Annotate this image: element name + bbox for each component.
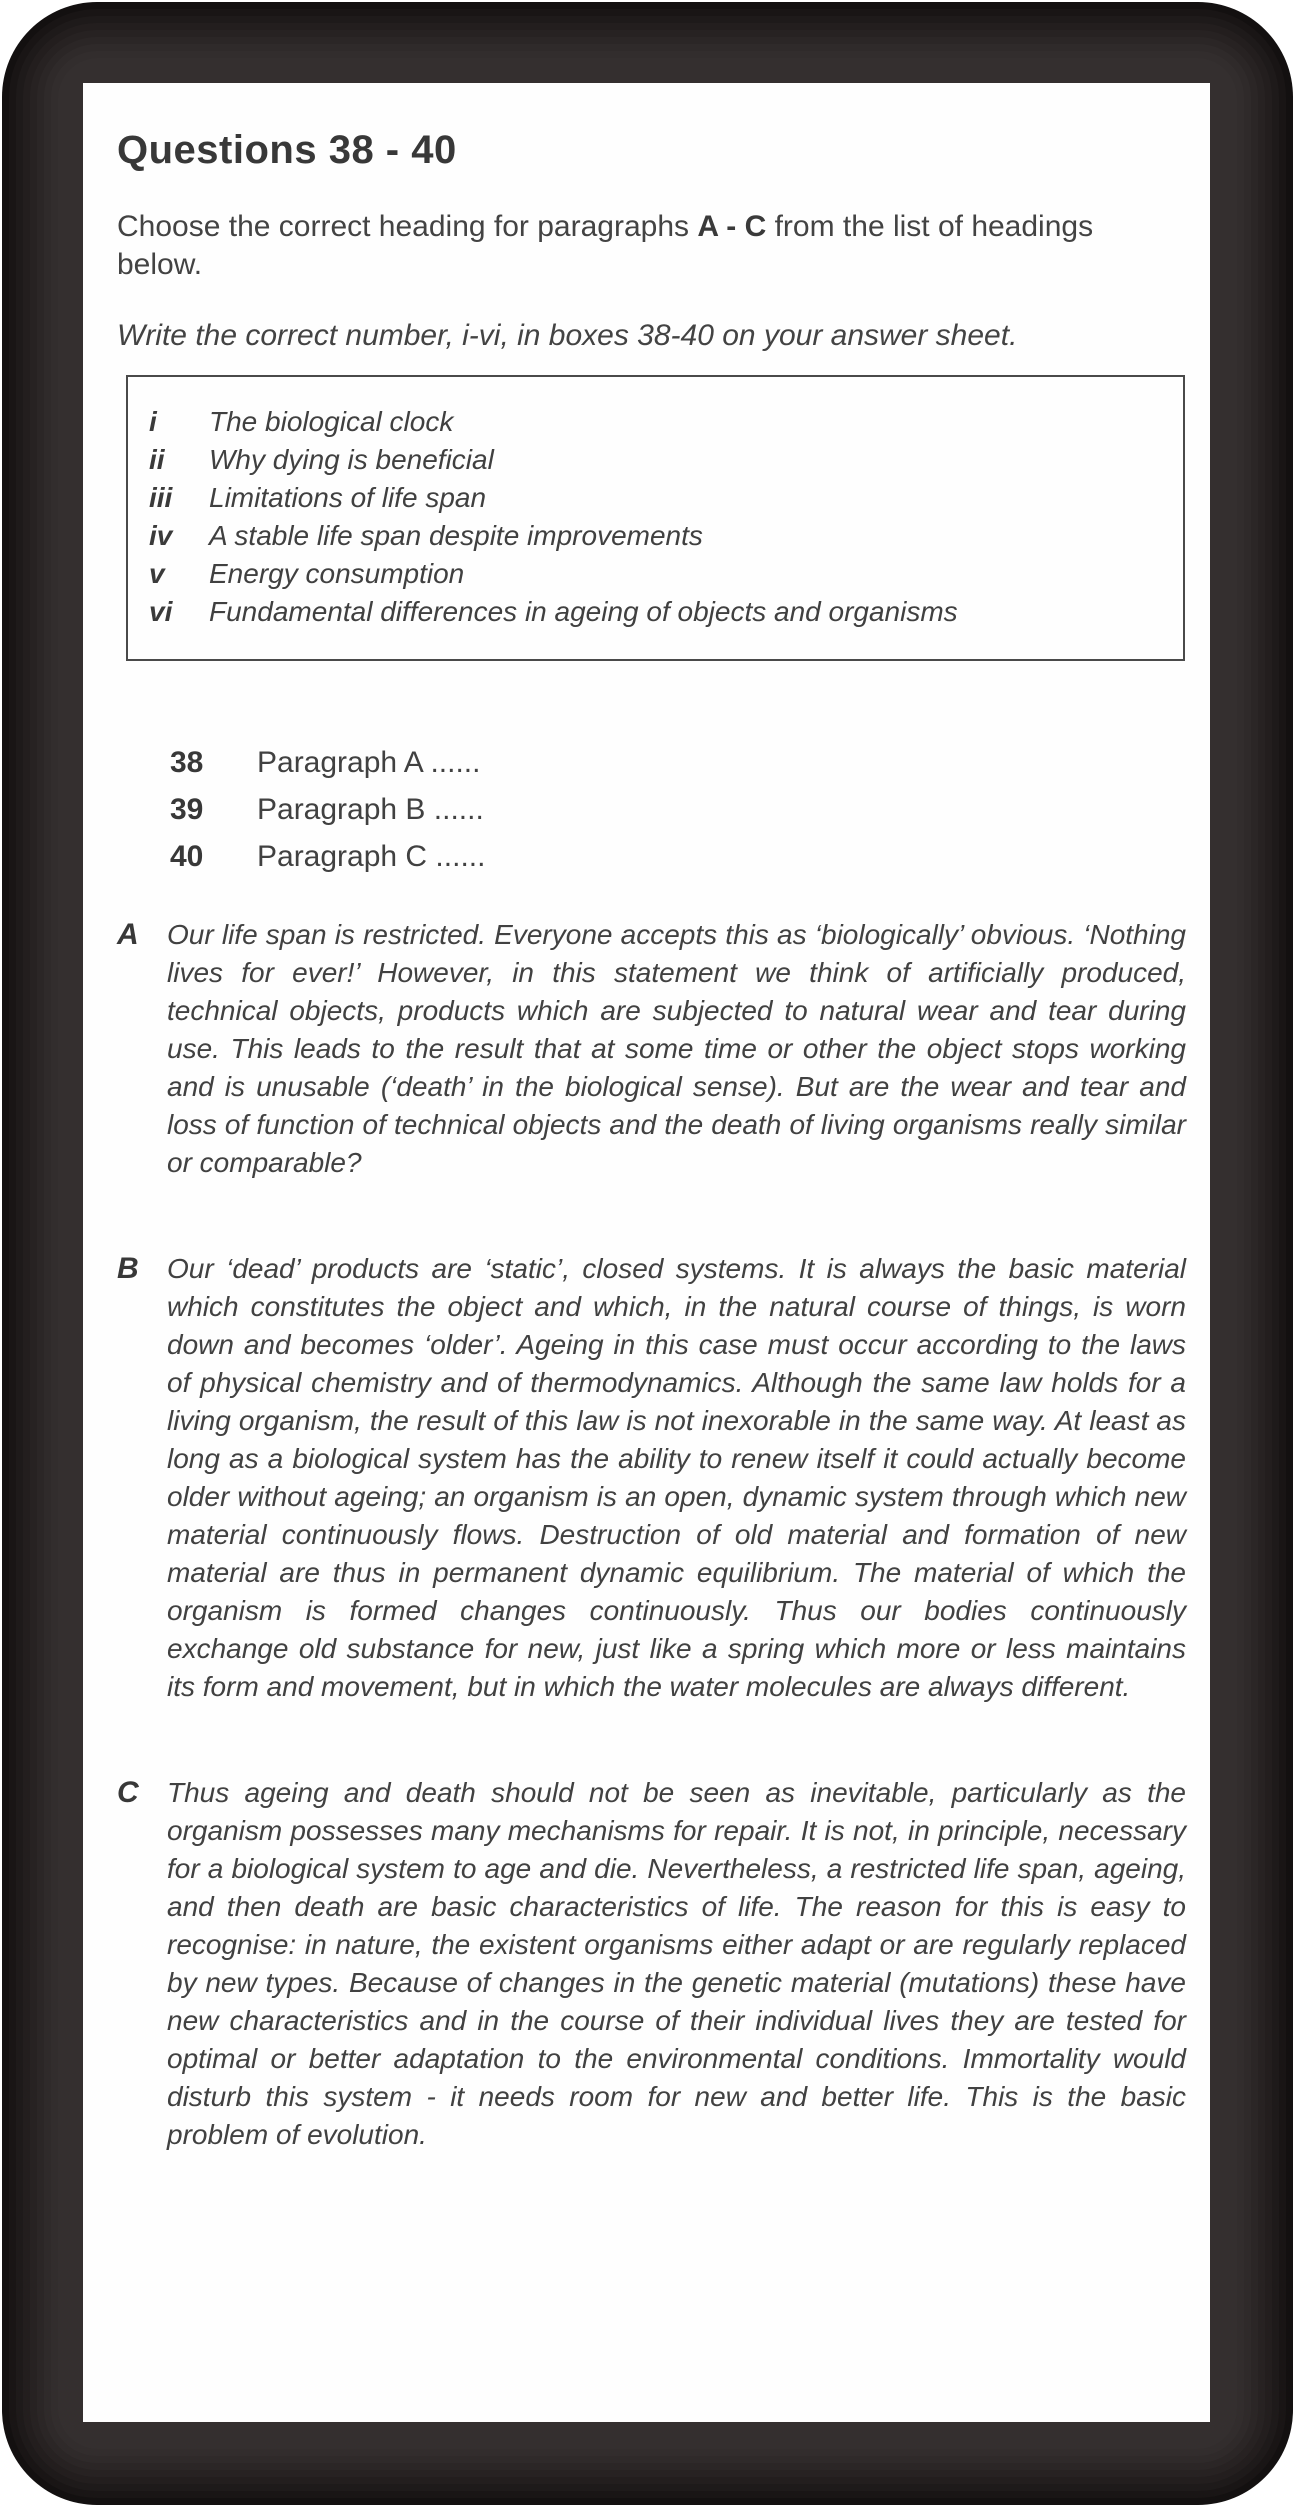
heading-text: Energy consumption	[209, 558, 465, 589]
heading-text: The biological clock	[209, 406, 454, 437]
frame-ring	[37, 37, 1258, 2470]
paragraph-text: Thus ageing and death should not be seen as inevitable, particularly as the organism possesses many mechanisms for repair. It is not, in principle, necessary for a biological system to age and die. Nevertheless, a restricted life span, ageing, and then death are basic characteristics of life. The reason for this is easy to recognise: in nature, the existent organisms either adapt or are regularly replaced by new types. Because of changes in the genetic material (mutations) these have new characteristics and in the course of their individual lives they are tested for optimal or better adaptation to the environmental conditions. Immortality would disturb this system - it needs room for new and better life. This is the basic problem of evolution.	[167, 1777, 1186, 2150]
reading-passage	[117, 916, 1186, 2154]
heading-item	[149, 593, 1165, 631]
test-page	[83, 83, 1210, 2422]
passage-paragraph	[117, 916, 1186, 1182]
passage-paragraph	[117, 1774, 1186, 2154]
heading-text: Limitations of life span	[209, 482, 487, 513]
heading-item	[149, 517, 1165, 555]
intro-post: from the list of headings below.	[117, 210, 1094, 281]
frame-ring	[51, 51, 1244, 2456]
frame-ring	[44, 44, 1251, 2463]
frame-bezel	[58, 58, 1237, 2449]
page-title: Questions 38 - 40	[117, 128, 457, 172]
question-number: 38	[170, 746, 204, 779]
paragraph-label: B	[117, 1252, 139, 1285]
heading-text: A stable life span despite improvements	[209, 520, 703, 551]
paragraph-text: Our ‘dead’ products are ‘static’, closed systems. It is always the basic material which constitutes the object and which, in the natural course of things, is worn down and becomes ‘older’. Ageing in this case must occur according to the laws of physical chemistry and of thermodynamics. Although the same law holds for a living organism, the result of this law is not inexorable in the same way. At least as long as a biological system has the ability to renew itself it could actually become older without ageing; an organism is an open, dynamic system through which new material continuously flows. Destruction of old material and formation of new material are thus in permanent dynamic equilibrium. The material of which the organism is formed changes continuously. Thus our bodies continuously exchange old substance for new, just like a spring which more or less maintains its form and movement, but in which the water molecules are always different.	[167, 1253, 1186, 1702]
question-number: 40	[170, 840, 204, 873]
question-row	[170, 739, 1186, 786]
question-text: Paragraph B ......	[257, 793, 484, 826]
heading-numeral: v	[149, 558, 165, 589]
headings-list-box	[126, 375, 1185, 661]
heading-text: Fundamental differences in ageing of objects and organisms	[209, 596, 958, 627]
intro-pre: Choose the correct heading for paragraphs	[117, 210, 698, 243]
device-frame	[2, 2, 1293, 2505]
question-text: Paragraph C ......	[257, 840, 486, 873]
heading-item	[149, 479, 1165, 517]
questions-list	[170, 739, 1186, 880]
frame-ring	[23, 23, 1272, 2484]
heading-numeral: ii	[149, 444, 165, 475]
question-row	[170, 786, 1186, 833]
paragraph-text: Our life span is restricted. Everyone accepts this as ‘biologically’ obvious. ‘Nothing lives for ever!’ However, in this statement we think of artificially produced, technical objects, products which are subjected to natural wear and tear during use. This leads to the result that at some time or other the object stops working and is unusable (‘death’ in the biological sense). But are the wear and tear and loss of function of technical objects and the death of living organisms really similar or comparable?	[167, 919, 1186, 1178]
question-text: Paragraph A ......	[257, 746, 481, 779]
heading-numeral: i	[149, 406, 157, 437]
paragraph-label: C	[117, 1776, 139, 1809]
heading-numeral: vi	[149, 596, 173, 627]
instruction-text: Write the correct number, i-vi, in boxes 38-40 on your answer sheet.	[117, 319, 1018, 352]
frame-ring	[30, 30, 1265, 2477]
frame-ring	[16, 16, 1279, 2491]
heading-item	[149, 441, 1165, 479]
heading-text: Why dying is beneficial	[209, 444, 494, 475]
question-number: 39	[170, 793, 204, 826]
intro-range: A - C	[697, 210, 767, 243]
heading-item	[149, 555, 1165, 593]
frame-ring	[9, 9, 1286, 2498]
intro-text	[117, 208, 1186, 284]
question-row	[170, 833, 1186, 880]
paragraph-label: A	[117, 918, 139, 951]
heading-item	[149, 403, 1165, 441]
heading-numeral: iv	[149, 520, 173, 551]
heading-numeral: iii	[149, 482, 173, 513]
passage-paragraph	[117, 1250, 1186, 1706]
